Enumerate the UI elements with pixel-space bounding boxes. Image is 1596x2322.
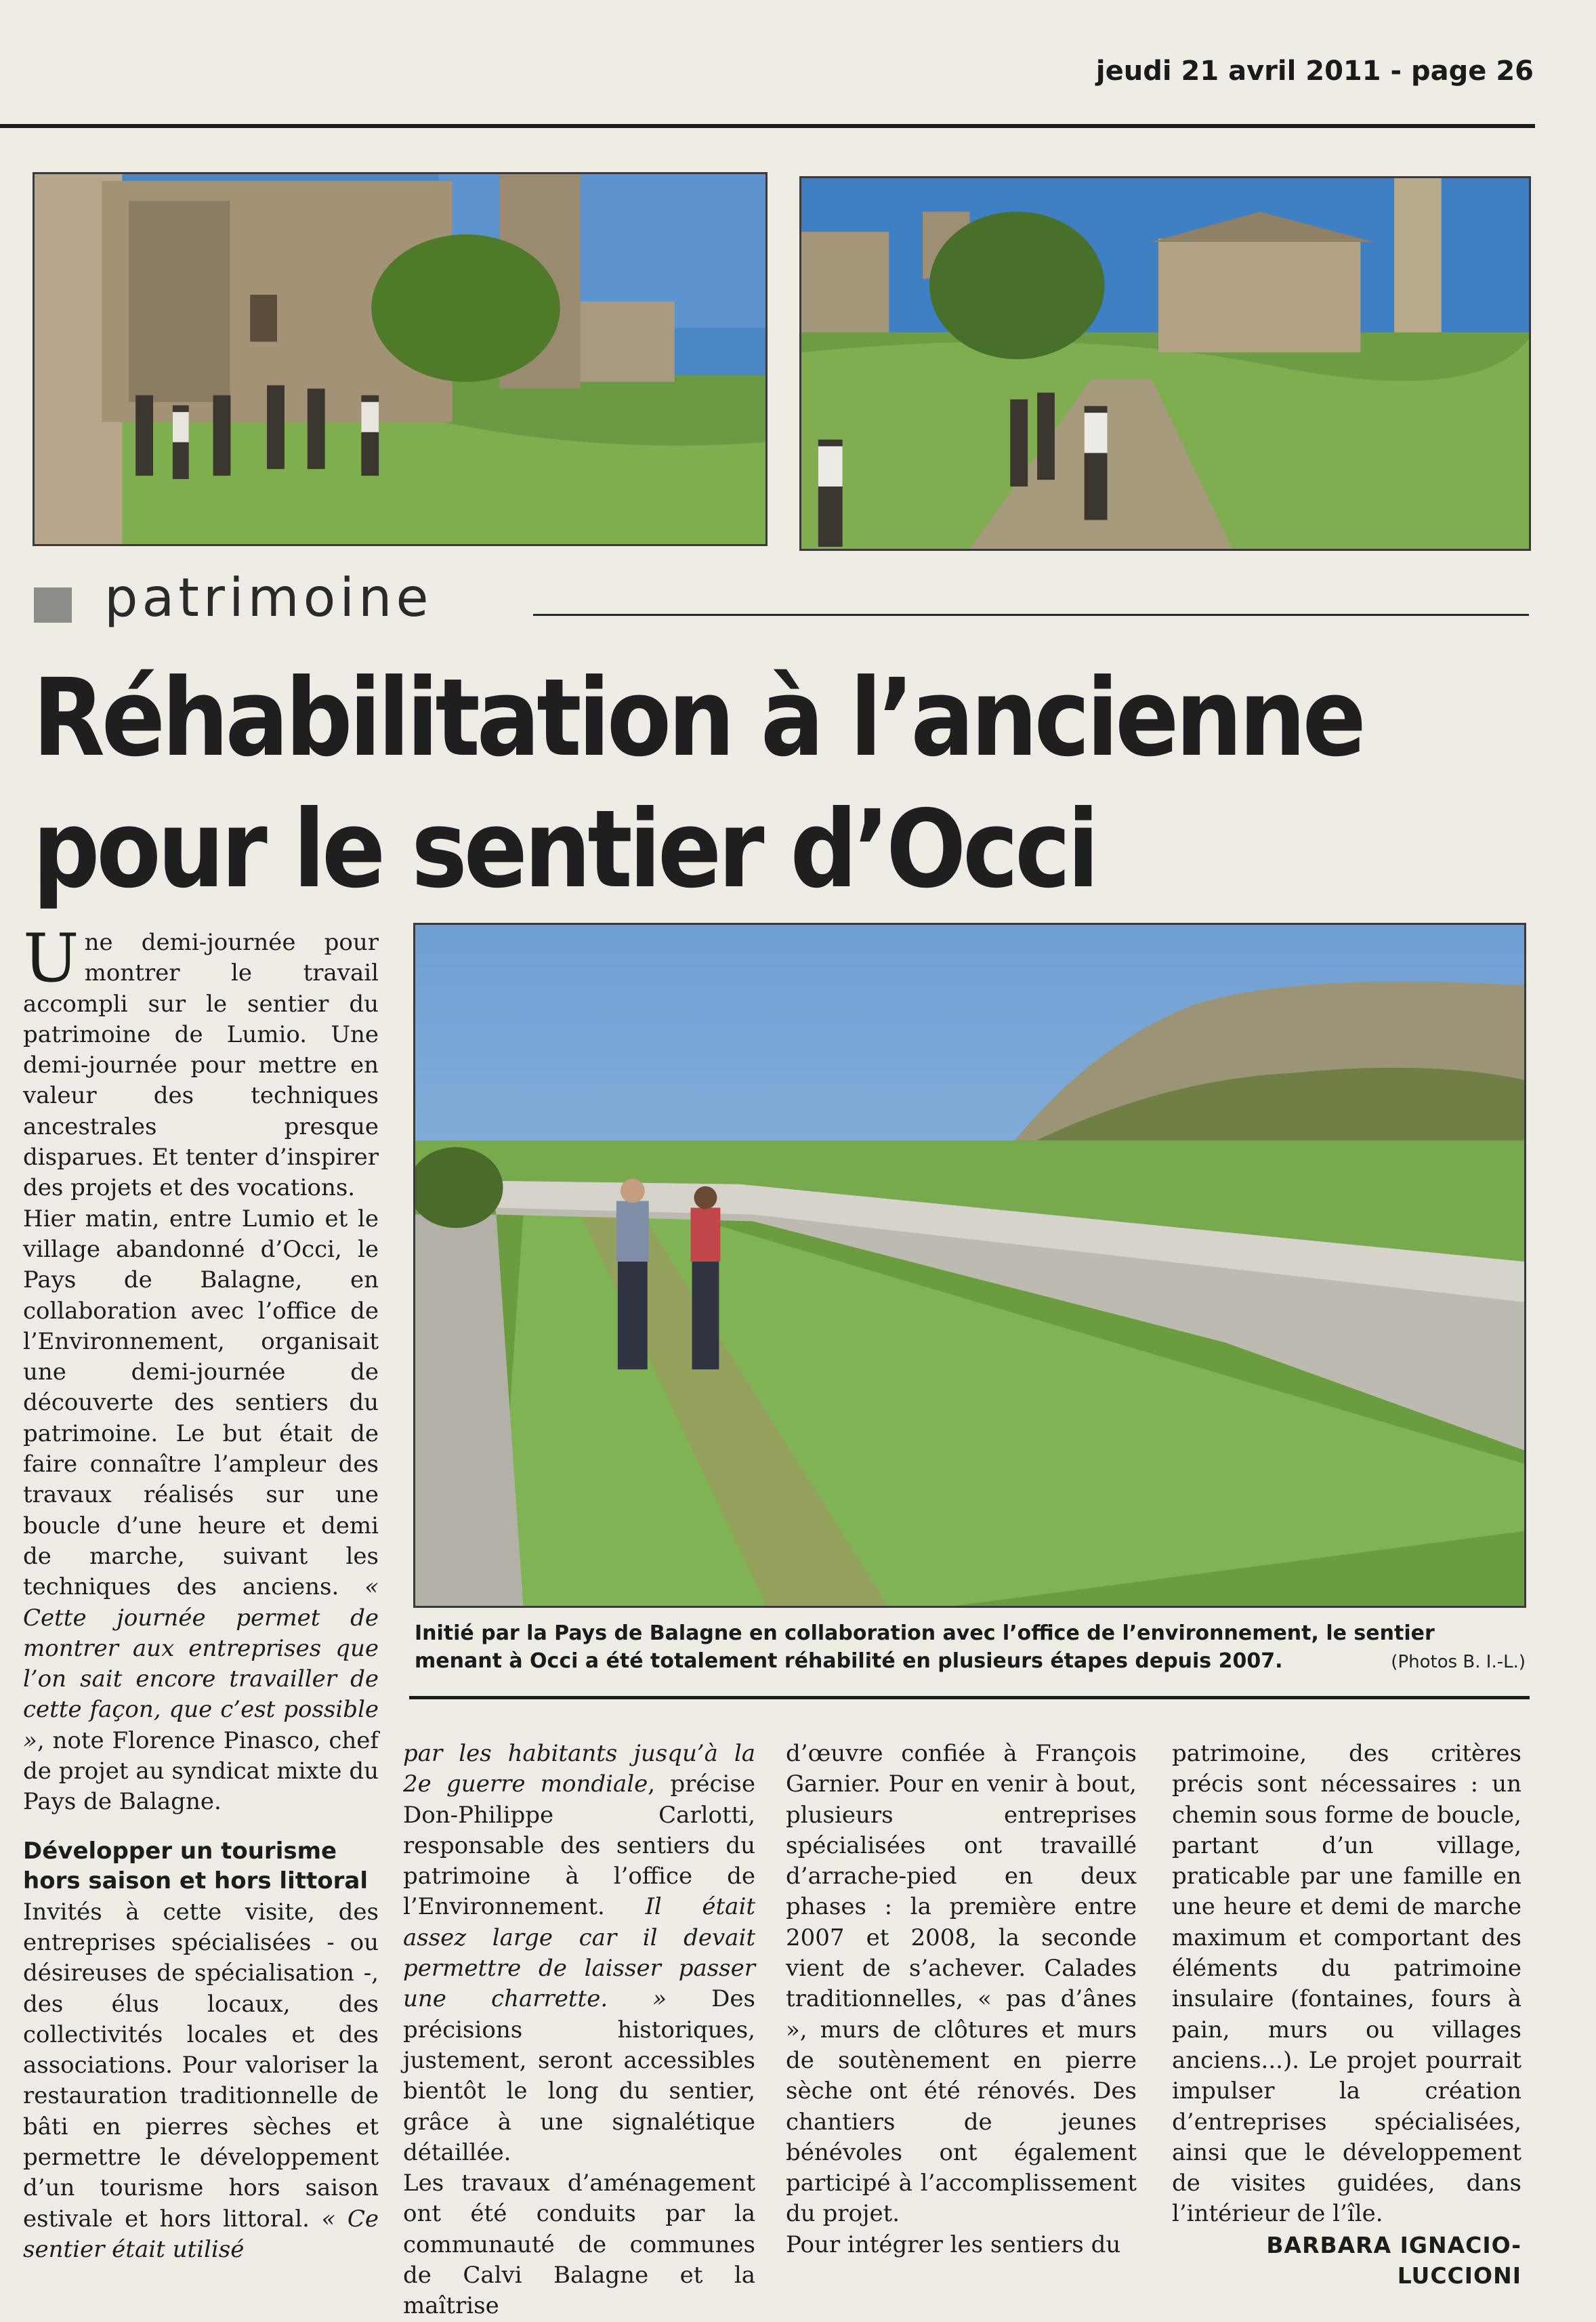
article-column-2 [403, 1739, 755, 2322]
paragraph-7: Pour intégrer les sentiers du [786, 2231, 1121, 2258]
paragraph-5: Les travaux d’aménagement ont été conduits par la communauté de communes de Calvi Balagne et la maîtrise [403, 2170, 755, 2320]
author-signature: BARBARA IGNACIO-LUCCIONI [1266, 2231, 1521, 2289]
intro-paragraph: Une demi-journée pour montrer le travail accompli sur le sentier du patrimoine de Lumio. Une demi-journée pour mettre en valeur des techniques ancestrales presque disparues. Et tenter d’inspirer des projets et des vocations. [23, 920, 379, 1202]
drop-cap: U [23, 920, 79, 997]
header-rule [0, 124, 1535, 128]
photo-church-hill [799, 176, 1531, 551]
dateline: jeudi 21 avril 2011 - page 26 [1095, 56, 1534, 87]
photo-credit: (Photos B. I.-L.) [1391, 1652, 1526, 1672]
caption-text: Initié par la Pays de Balagne en collaboration avec l’office de l’environnement, le sentier menant à Occi a été totalement réhabilité en plusieurs étapes depuis 2007. [415, 1621, 1435, 1673]
paragraph-3: Invités à cette visite, des entreprises spécialisées - ou désireuses de spécialisation -, des élus locaux, des collectivités locales et des associations. Pour valoriser la restauration traditionnelle de bâti en pierres sèches et permettre le développement d’un tourisme hors saison estivale et hors littoral. « Ce sentier était utilisé [23, 1898, 379, 2263]
paragraph-8: patrimoine, des critères précis sont nécessaires : un chemin sous forme de boucle, partant d’un village, praticable par une famille en une heure et demi de marche maximum et comportant des éléments du patrimoine insulaire (fontaines, fours à pain, murs ou villages anciens...). Le projet pourrait impulser la création d’entreprises spécialisées, ainsi que le développement de visites guidées, dans l’intérieur de l’île. [1172, 1740, 1521, 2228]
paragraph-4: par les habitants jusqu’à la 2e guerre mondiale, précise Don-Philippe Carlotti, responsable des sentiers du patrimoine à l’office de l’Environnement. Il était assez large car il devait permettre de laisser passer une charrette. » Des précisions historiques, justement, seront accessibles bientôt le long du sentier, grâce à une signalétique détaillée. [403, 1740, 755, 2166]
photo-ruins-visitors [33, 172, 768, 546]
paragraph-2: Hier matin, entre Lumio et le village abandonné d’Occi, le Pays de Balagne, en collaboration avec l’office de l’Environnement, organisait une demi-journée de découverte des sentiers du patrimoine. Le but était de faire connaître l’ampleur des travaux réalisés sur une boucle d’une heure et demi de marche, suivant les techniques des anciens. « Cette journée permet de montrer aux entreprises que l’on sait encore travailler de cette façon, que c’est possible », note Florence Pinasco, chef de projet au syndicat mixte du Pays de Balagne. [23, 1205, 379, 1816]
paragraph-6: d’œuvre confiée à François Garnier. Pour en venir à bout, plusieurs entreprises spécialisées ont travaillé d’arrache-pied en deux phases : la première entre 2007 et 2008, la seconde vient de s’achever. Calades traditionnelles, « pas d’ânes », murs de clôtures et murs de soutènement en pierre sèche ont été rénovés. Des chantiers de jeunes bénévoles ont également participé à l’accomplissement du projet. [786, 1740, 1137, 2228]
article-column-4 [1172, 1739, 1521, 2291]
photo-caption [415, 1619, 1526, 1675]
article-column-1 [23, 920, 379, 2265]
headline-line-2: pour le sentier d’Occi [33, 787, 1096, 912]
section-marker [34, 587, 72, 623]
section-rule [533, 614, 1529, 616]
section-label: patrimoine [104, 568, 433, 629]
photo-stone-wall-path [413, 923, 1526, 1608]
quote-carlotti: Il était assez large car il devait permettre de laisser passer une charrette. » [403, 1893, 755, 2013]
headline-line-1: Réhabilitation à l’ancienne [33, 656, 1363, 781]
quote-pinasco: « Cette journée permet de montrer aux entreprises que l’on sait encore travailler de cette façon, que c’est possible » [23, 1573, 379, 1754]
subhead: Développer un tourisme hors saison et hors littoral [23, 1837, 368, 1894]
caption-rule [409, 1696, 1530, 1699]
article-column-3 [786, 1739, 1137, 2260]
